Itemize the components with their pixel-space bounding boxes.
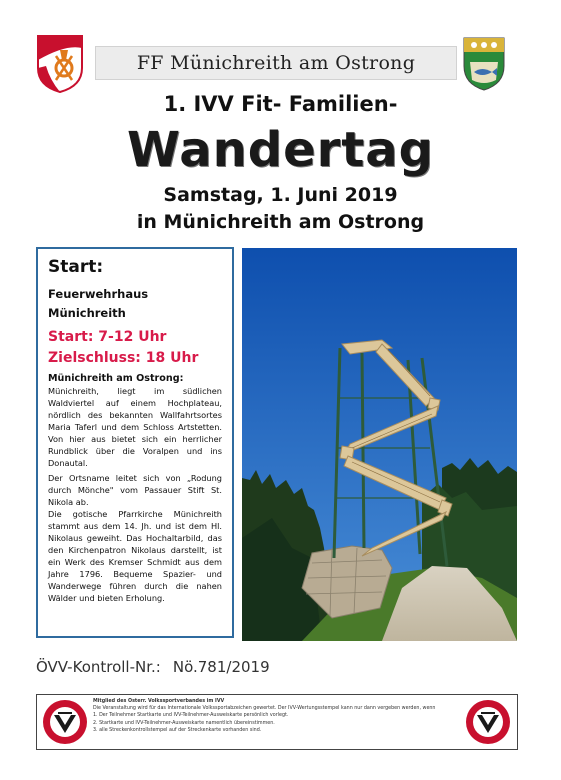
observation-tower-photo [242, 248, 517, 641]
start-heading: Start: [48, 257, 104, 277]
description-paragraph-church: Die gotische Pfarrkirche Münichreith stammt aus dem 14. Jh. und ist dem Hl. Nikolaus geweiht. Das Hochaltarbild, das den Kirchenpatron Nikolaus darstellt, ist ein Werk des Kremser Schmidt aus dem Jahre 1796. Bequeme Spazier- und Wanderwege führen durch die nahen Wälder und bieten Erholung. [48, 509, 222, 603]
description-heading: Münichreith am Ostrong: [48, 373, 184, 384]
ivv-rule-1: 1. Der Teilnehmer Startkarte und IVV-Teilnehmer-Ausweiskarte persönlich vorlegt. [93, 713, 289, 719]
ivv-rules-text [93, 698, 461, 734]
event-location: in Münichreith am Ostrong [136, 211, 425, 233]
fire-brigade-crest-icon [36, 34, 84, 94]
start-time: Start: 7-12 Uhr [48, 329, 167, 345]
municipal-coat-of-arms-icon [462, 36, 506, 92]
ivv-rule-2: 2. Startkarte und IVV-Teilnehmer-Ausweiskarte namentlich übereinstimmen. [93, 720, 275, 726]
control-number-label: ÖVV-Kontroll-Nr.: [36, 658, 161, 676]
event-info-box [36, 247, 234, 638]
event-title: Wandertag [126, 122, 435, 178]
ivv-rules-intro: Die Veranstaltung wird für das Internationale Volkssportabzeichen gewertet. Der IVV-Wertungsstempel kann nur dann vergeben werden, wenn [93, 706, 436, 712]
ivv-membership-line: Mitglied des Österr. Volkssportverbandes im IVV [93, 699, 225, 704]
start-location-line1: Feuerwehrhaus [48, 287, 149, 301]
organization-banner [95, 46, 457, 80]
finish-time: Zielschluss: 18 Uhr [48, 350, 199, 366]
start-location-line2: Münichreith [48, 306, 126, 320]
description-paragraph-name: Der Ortsname leitet sich von „Rodung durch Mönche" vom Passauer Stift St. Nikola ab. [48, 473, 222, 507]
event-date: Samstag, 1. Juni 2019 [163, 184, 398, 206]
ivv-emblem-icon [42, 699, 88, 745]
control-number-value: Nö.781/2019 [172, 658, 270, 676]
ivv-footer [36, 694, 518, 750]
organization-name: FF Münichreith am Ostrong [136, 52, 416, 74]
ivv-rule-3: 3. alle Streckenkontrollstempel auf der Streckenkarte vorhanden sind. [93, 727, 262, 733]
event-subtitle: 1. IVV Fit- Familien- [163, 92, 398, 116]
description-paragraph-history: Münichreith, liegt im südlichen Waldviertel auf einem Hochplateau, nördlich des bekannten Wallfahrtsortes Maria Taferl und dem Schloss Artstetten. Von hier aus bietet sich ein herrlicher Rundblick über die Voralpen und ins Donautal. [48, 386, 222, 468]
control-number [36, 658, 282, 676]
ivv-emblem-icon [465, 699, 511, 745]
